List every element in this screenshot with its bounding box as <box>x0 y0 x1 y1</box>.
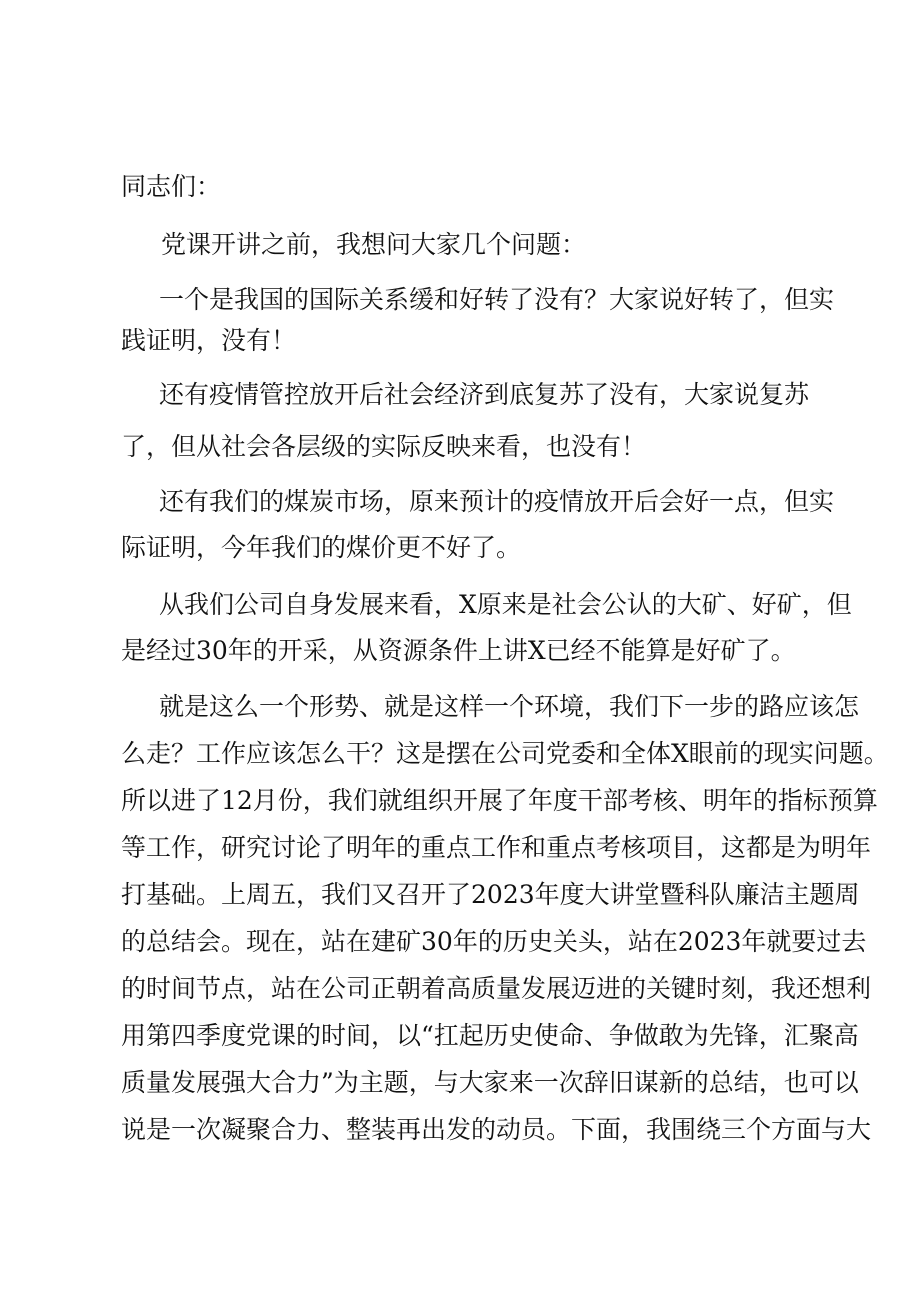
paragraph-6-line-8: 用第四季度党课的时间，以“扛起历史使命、争做敢为先锋，汇聚高 <box>121 1021 859 1050</box>
paragraph-6-line-1: 就是这么一个形势、就是这样一个环境，我们下一步的路应该怎 <box>159 692 860 721</box>
salutation: 同志们： <box>121 172 222 201</box>
paragraph-6-line-4: 等工作，研究讨论了明年的重点工作和重点考核项目，这都是为明年 <box>121 833 872 862</box>
paragraph-2-line-2: 践证明，没有！ <box>121 326 297 355</box>
paragraph-4-line-2: 际证明，今年我们的煤价更不好了。 <box>121 533 522 562</box>
paragraph-6-line-9: 质量发展强大合力”为主题，与大家来一次辞旧谋新的总结，也可以 <box>121 1068 859 1097</box>
paragraph-2-line-1: 一个是我国的国际关系缓和好转了没有？大家说好转了，但实 <box>159 285 835 314</box>
paragraph-1-line-1: 党课开讲之前，我想问大家几个问题： <box>161 230 587 259</box>
paragraph-6-line-7: 的时间节点，站在公司正朝着高质量发展迈进的关键时刻，我还想利 <box>121 974 872 1003</box>
paragraph-6-line-10: 说是一次凝聚合力、整装再出发的动员。下面，我围绕三个方面与大 <box>121 1115 872 1144</box>
paragraph-4-line-1: 还有我们的煤炭市场，原来预计的疫情放开后会好一点，但实 <box>159 487 835 516</box>
paragraph-6-line-6: 的总结会。现在，站在建矿30年的历史关头，站在2023年就要过去 <box>121 927 867 956</box>
paragraph-6-line-3: 所以进了12月份，我们就组织开展了年度干部考核、明年的指标预算 <box>121 786 878 815</box>
paragraph-3-line-1: 还有疫情管控放开后社会经济到底复苏了没有，大家说复苏 <box>159 380 810 409</box>
paragraph-6-line-5: 打基础。上周五，我们又召开了2023年度大讲堂暨科队廉洁主题周 <box>121 880 860 909</box>
paragraph-5-line-1: 从我们公司自身发展来看，X原来是社会公认的大矿、好矿，但 <box>159 590 852 619</box>
paragraph-6-line-2: 么走？工作应该怎么干？这是摆在公司党委和全体X眼前的现实问题。 <box>121 739 889 768</box>
paragraph-5-line-2: 是经过30年的开采，从资源条件上讲X已经不能算是好矿了。 <box>121 636 796 665</box>
paragraph-3-line-2: 了，但从社会各层级的实际反映来看，也没有！ <box>121 432 647 461</box>
